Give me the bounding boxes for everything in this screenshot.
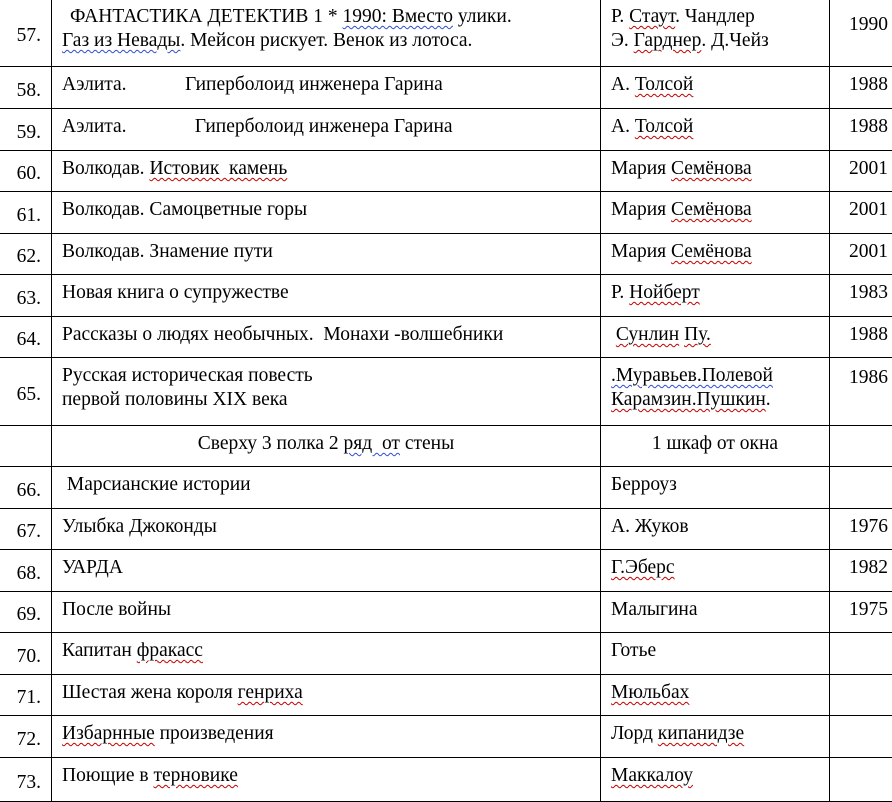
book-title: [52, 592, 601, 633]
book-author: [601, 758, 830, 802]
book-title: [52, 675, 601, 716]
row-number: 67.: [0, 509, 52, 550]
book-title-text: Улыбка Джоконды: [62, 516, 217, 537]
book-author-text: Берроуз: [611, 474, 677, 495]
book-title: [52, 67, 601, 109]
book-author-text: Мария Семёнова: [611, 241, 752, 262]
book-author-line: Карамзин.Пушкин.: [611, 388, 819, 412]
book-author: [601, 192, 830, 234]
empty-cell: [830, 426, 892, 467]
table-row: [0, 275, 892, 317]
empty-cell: [0, 426, 52, 467]
book-year: [830, 675, 892, 716]
table-row: [0, 151, 892, 192]
book-title-text: Поющие в терновике: [62, 765, 238, 786]
book-title-line: Русская историческая повесть: [62, 364, 590, 388]
book-author: [601, 275, 830, 317]
row-number: 66.: [0, 467, 52, 509]
book-title-line: Газ из Невады. Мейсон рискует. Венок из лотоса.: [62, 29, 590, 53]
table-row: [0, 234, 892, 275]
book-author-text: Мюльбах: [611, 682, 689, 703]
table-row: [0, 67, 892, 109]
row-number: 62.: [0, 234, 52, 275]
book-author-text: Мария Семёнова: [611, 158, 752, 179]
book-year: 1983: [830, 275, 892, 317]
book-author: [601, 0, 830, 67]
book-author-line: Э. Гарднер. Д.Чейз: [611, 29, 819, 53]
book-title-line: первой половины XIX века: [62, 388, 590, 412]
book-title: [52, 0, 601, 67]
book-author-text: Р. Нойберт: [611, 282, 700, 303]
row-number: 72.: [0, 716, 52, 758]
row-number: 69.: [0, 592, 52, 633]
book-title: [52, 275, 601, 317]
book-title-text: Волкодав. Самоцветные горы: [62, 199, 307, 220]
row-number: 61.: [0, 192, 52, 234]
book-title-line: ФАНТАСТИКА ДЕТЕКТИВ 1 * 1990: Вместо улики.: [66, 5, 590, 29]
table-row: [0, 109, 892, 151]
row-number: 68.: [0, 550, 52, 592]
row-number: 65.: [0, 358, 52, 426]
book-year: [830, 633, 892, 675]
row-number: 59.: [0, 109, 52, 151]
row-number: 73.: [0, 758, 52, 802]
book-title: [52, 234, 601, 275]
table-row: [0, 758, 892, 802]
book-author: [601, 67, 830, 109]
book-year: 1982: [830, 550, 892, 592]
table-row: [0, 633, 892, 675]
book-title-text: Шестая жена короля генриха: [62, 682, 303, 703]
book-title-text: Избарнные произведения: [62, 723, 274, 744]
row-number: 64.: [0, 317, 52, 358]
book-author: [601, 633, 830, 675]
book-title-text: Волкодав. Знамение пути: [62, 241, 273, 262]
book-year: [830, 716, 892, 758]
table-row: [0, 358, 892, 426]
book-author-text: А. Толсой: [611, 116, 693, 137]
book-author: [601, 358, 830, 426]
book-author-text: А. Жуков: [611, 516, 689, 537]
book-year: 2001: [830, 234, 892, 275]
row-number: 60.: [0, 151, 52, 192]
row-number: 70.: [0, 633, 52, 675]
table-row: [0, 509, 892, 550]
book-title-text: УАРДА: [62, 557, 123, 578]
table-row: [0, 675, 892, 716]
book-author-line: .Муравьев.Полевой: [611, 364, 819, 388]
book-title: [52, 358, 601, 426]
book-author-text: Малыгина: [611, 599, 698, 620]
book-title: [52, 758, 601, 802]
row-number: 57.: [0, 0, 52, 67]
book-title-text: Новая книга о супружестве: [62, 282, 289, 303]
row-number: 63.: [0, 275, 52, 317]
book-author-text: Готье: [611, 640, 656, 661]
table-row: [0, 716, 892, 758]
table-row: [0, 192, 892, 234]
book-title: [52, 192, 601, 234]
book-title: [52, 317, 601, 358]
book-year: 2001: [830, 151, 892, 192]
book-author: [601, 234, 830, 275]
table-row: [0, 317, 892, 358]
table-row: [0, 0, 892, 67]
book-author: [601, 550, 830, 592]
book-year: 1986: [830, 358, 892, 426]
book-year: 1975: [830, 592, 892, 633]
book-author-text: Мария Семёнова: [611, 199, 752, 220]
book-title-text: Капитан фракасс: [62, 640, 203, 661]
book-title: [52, 509, 601, 550]
book-author: [601, 716, 830, 758]
book-title: [52, 467, 601, 509]
shelf-location: [52, 426, 601, 467]
book-author: [601, 675, 830, 716]
row-number: 58.: [0, 67, 52, 109]
book-title-text: Аэлита. Гиперболоид инженера Гарина: [62, 116, 453, 137]
book-author-line: Р. Стаут. Чандлер: [611, 5, 819, 29]
book-year: 2001: [830, 192, 892, 234]
book-year: [830, 758, 892, 802]
book-author: [601, 467, 830, 509]
book-title: [52, 633, 601, 675]
cabinet-location-text: 1 шкаф от окна: [652, 433, 778, 454]
book-title: [52, 716, 601, 758]
book-title: [52, 151, 601, 192]
book-title: [52, 109, 601, 151]
book-author: [601, 109, 830, 151]
book-title-text: После войны: [62, 599, 171, 620]
book-year: 1988: [830, 109, 892, 151]
book-year: [830, 467, 892, 509]
book-author: [601, 509, 830, 550]
shelf-location-text: Сверху 3 полка 2 ряд от стены: [198, 433, 454, 454]
book-author-text: А. Толсой: [611, 74, 693, 95]
book-author-text: Сунлин Пу.: [611, 324, 711, 345]
table-row: [0, 550, 892, 592]
book-author-text: Г.Эберс: [611, 557, 675, 578]
book-author: [601, 151, 830, 192]
book-title-text: Рассказы о людях необычных. Монахи -волшебники: [62, 324, 503, 345]
row-number: 71.: [0, 675, 52, 716]
table-row: [0, 467, 892, 509]
book-year: 1988: [830, 317, 892, 358]
cabinet-location: [601, 426, 830, 467]
book-year: 1990: [830, 0, 892, 67]
book-title-text: Аэлита. Гиперболоид инженера Гарина: [62, 74, 443, 95]
book-title-text: Марсианские истории: [62, 474, 251, 495]
book-author-text: Маккалоу: [611, 765, 693, 786]
shelf-location-row: [0, 426, 892, 467]
book-title: [52, 550, 601, 592]
book-author: [601, 592, 830, 633]
book-year: 1976: [830, 509, 892, 550]
book-title-text: Волкодав. Истовик камень: [62, 158, 287, 179]
book-year: 1988: [830, 67, 892, 109]
table-row: [0, 592, 892, 633]
book-author: [601, 317, 830, 358]
book-author-text: Лорд кипанидзе: [611, 723, 744, 744]
